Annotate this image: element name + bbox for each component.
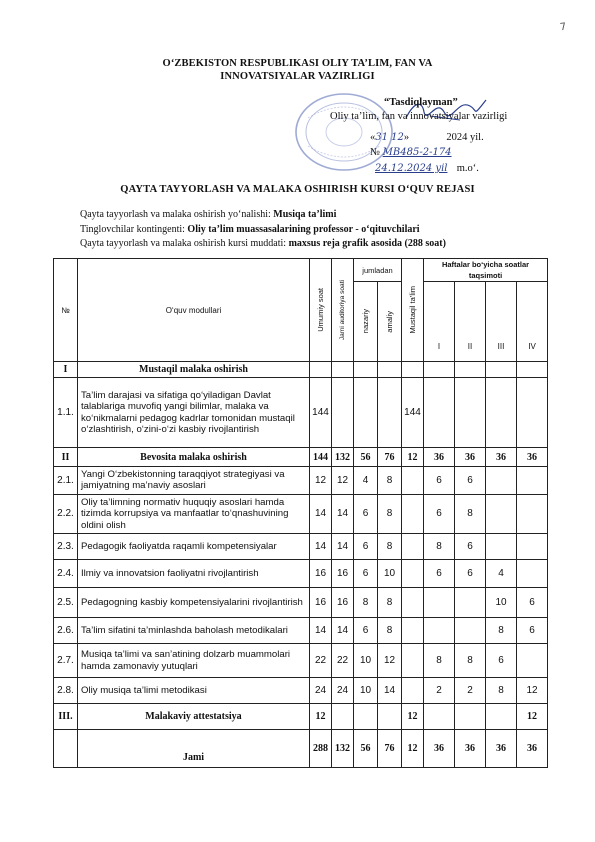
info-duration: Qayta tayyorlash va malaka oshirish kursi muddati: maxsus reja grafik asosida (288 soat) — [80, 238, 446, 250]
document-title: QAYTA TAYYORLASH VA MALAKA OSHIRISH KURSI O‘QUV REJASI — [120, 184, 475, 195]
approval-heading: “Tasdiqlayman” — [384, 97, 458, 108]
approval-position: Oliy ta’lim, fan va innovatsiyalar vazirligi — [330, 111, 508, 122]
header-theory: nazariy — [354, 282, 378, 362]
info-direction: Qayta tayyorlash va malaka oshirish yo‘nalishi: Musiqa ta’limi — [80, 209, 337, 220]
table-row: 1.1. Ta’lim darajasi va sifatiga qo‘yiladigan Davlat talablariga muvofiq yangi bilimlar, malaka va ko‘nikmalarni pedagog kadrlar tomonidan mustaqil o‘zlashtirish, o‘zini-o‘zi kasbiy rivojlantirish 144 144 — [54, 378, 548, 448]
table-row: 2.7. Musiqa ta’limi va san’atining dolzarb muammolari hamda zamonaviy yutuqlari 22 22 10 12 8 8 6 — [54, 644, 548, 678]
table-row: 2.6. Ta’lim sifatini ta’minlashda baholash metodikalari 14 14 6 8 8 6 — [54, 618, 548, 644]
table-row: 2.8. Oliy musiqa ta’limi metodikasi 24 24 10 14 2 2 8 12 — [54, 678, 548, 704]
approval-date-handwritten: 31 12 — [375, 132, 404, 143]
ministry-line-1: O‘ZBEKISTON RESPUBLIKASI OLIY TA’LIM, FAN VA — [162, 58, 433, 69]
table-row: 2.5. Pedagogning kasbiy kompetensiyalarini rivojlantirish 16 16 8 8 10 6 — [54, 588, 548, 618]
approval-date2-line — [375, 162, 479, 175]
approval-number-label: № — [370, 147, 381, 158]
header-practice: amaliy — [378, 282, 402, 362]
table-row: 2.3. Pedagogik faoliyatda raqamli kompetensiyalar 14 14 6 8 8 6 — [54, 534, 548, 560]
info-contingent: Tinglovchilar kontingenti: Oliy ta’lim muassasalarining professor - o‘qituvchilari — [80, 223, 420, 235]
table-row: 2.1. Yangi O‘zbekistonning taraqqiyot strategiyasi va jamiyatning ma’naviy asoslari 12 12 4 8 6 6 — [54, 467, 548, 495]
page-corner-mark: 7 — [559, 21, 568, 34]
ministry-line-2: INNOVATSIYALAR VAZIRLIGI — [220, 71, 375, 82]
approval-number-line — [370, 146, 452, 159]
table-row: 2.4. Ilmiy va innovatsion faoliyatni rivojlantirish 16 16 6 10 6 6 4 — [54, 560, 548, 588]
approval-date2-handwritten: 24.12.2024 yil — [375, 163, 448, 174]
header-week-3: III — [486, 282, 517, 362]
header-week-4: IV — [517, 282, 548, 362]
header-total: Umumiy soat — [310, 259, 332, 362]
header-weeks: Haftalar bo‘yicha soatlar taqsimoti — [424, 259, 548, 282]
header-week-1: I — [424, 282, 455, 362]
approval-date-line: «31 12» 2024 yil. — [370, 132, 484, 143]
header-no: № — [54, 259, 78, 362]
ministry-header — [0, 57, 595, 83]
header-modules: O‘quv modullari — [78, 259, 310, 362]
total-row: Jami 288 132 56 76 12 36 36 36 36 — [54, 730, 548, 768]
header-week-2: II — [455, 282, 486, 362]
table-row: 2.2. Oliy ta’limning normativ huquqiy asoslari hamda tizimda korrupsiya va manfaatlar to‘qnashuvining oldini olish 14 14 6 8 6 8 — [54, 494, 548, 533]
approval-date-year: 2024 yil. — [446, 132, 484, 143]
section-row-3: III. Malakaviy attestatsiya 12 12 12 — [54, 704, 548, 730]
section-row-1: I Mustaqil malaka oshirish — [54, 362, 548, 378]
approval-suffix: m.o‘. — [456, 163, 479, 174]
header-independent: Mustaqil ta’lim — [402, 259, 424, 362]
section-row-2: II Bevosita malaka oshirish 144 132 56 76 12 36 36 36 36 — [54, 448, 548, 467]
curriculum-table — [53, 258, 548, 768]
approval-number-handwritten: МВ485-2-174 — [382, 147, 452, 158]
header-jumladan: jumladan — [354, 259, 402, 282]
header-classroom: Jami auditoriya soati — [332, 259, 354, 362]
course-info — [80, 208, 446, 252]
